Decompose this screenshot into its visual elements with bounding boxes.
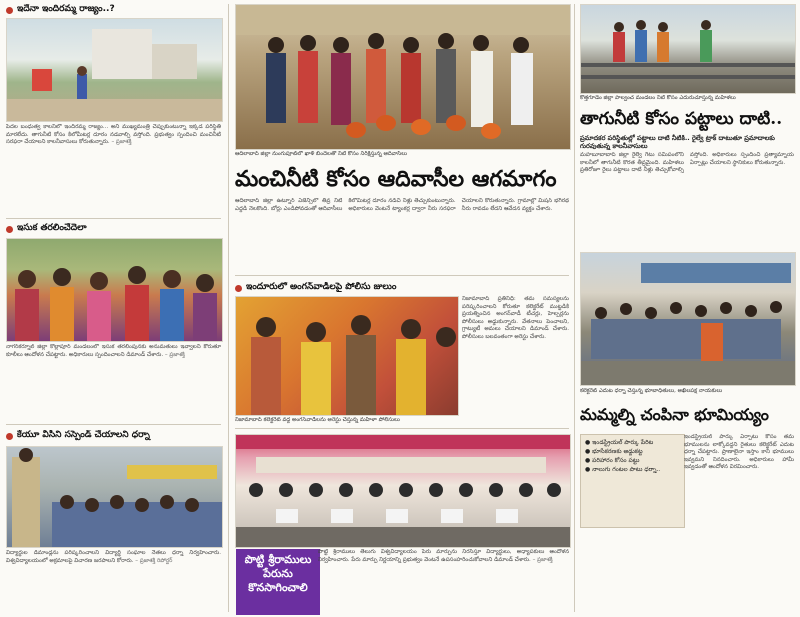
- divider: [235, 428, 569, 429]
- col4-body-2: ఇండస్ట్రియల్ పార్కు ఏర్పాటు కోసం తమ భూములను లాక్కోవద్దని రైతులు కలెక్టరేట్ ఎదుట ధర్నా చేపట్టారు. ప్రాణాలైనా ఇస్తాం కానీ భూములు ఇవ్వమని నినదించారు. అధికారులు హామీ ఇవ్వడంతో ఆందోళన విరమించారు.: [684, 434, 794, 470]
- story-kicker: కేయూ వీసీని సస్పెండ్ చేయాలని ధర్నా: [6, 430, 221, 442]
- railway-track-photo: [580, 4, 796, 94]
- story-body: విద్యార్థుల డిమాండ్లను పరిష్కరించాలని విద్యార్థి సంఘాల నేతలు ధర్నా నిర్వహించారు. విశ్వవిద్యాలయంలో అక్రమాలపై విచారణ జరపాలని కోరారు. – ప్రజాశక్తి రిపోర్టర్: [6, 550, 221, 564]
- track-crossing-illustration: [581, 5, 795, 93]
- column-divider: [228, 4, 229, 612]
- sitting-protest-illustration: [7, 447, 222, 547]
- lead-caption: ఆదిలాబాద్ జిల్లా నుంగుపూట్‌లో ఖాళీ బిందెలతో నీటి కోసం నిరీక్షిస్తున్న ఆదివాసీలు: [235, 151, 408, 157]
- story-kicker: ఇందూరులో అంగన్‌వాడీలపై పోలీసు జులుం: [235, 282, 569, 294]
- col4-headline: తాగునీటి కోసం పట్టాలు దాటి..: [580, 109, 783, 129]
- bullet-icon: [6, 433, 13, 440]
- column-1-story-3: [6, 430, 221, 442]
- story-2-header: [235, 282, 569, 294]
- bullet-icon: [235, 285, 242, 292]
- banner-protest-illustration: [236, 435, 570, 547]
- col4-caption: కొత్తగూడెం జిల్లా పాల్వంచ మండలం నీటి కోసం ఎదురుచూస్తున్న మహిళలు: [580, 95, 736, 101]
- story-kicker: ఇదేనా ఇందిరమ్మ రాజ్యం..?: [6, 4, 221, 16]
- col4-subhead: ప్రమాదకర పరిస్థితుల్లో పట్టాలు దాటి నీటికి.. రైల్వే ట్రాక్ దాటుతూ ప్రమాదాలకు గురవుతున్న కాలనీవాసులు: [580, 134, 775, 150]
- colony-photo: [6, 18, 223, 122]
- col4-caption-2: కలెక్టరేట్ ఎదుట ధర్నా చేస్తున్న భూబాధితులు, అఖిలపక్ష నాయకులు: [580, 388, 723, 394]
- sand-protest-photo: [6, 238, 223, 342]
- column-1: [6, 4, 221, 16]
- anganwadi-photo: [235, 296, 459, 416]
- collectorate-protest-photo: [580, 252, 796, 386]
- highlight-quote: పొట్టి శ్రీరాములు పేరును కొనసాగించాలి: [236, 549, 320, 615]
- col4-headline-2: మమ్మల్ని చంపినా భూమియ్యం: [580, 405, 769, 424]
- story-body: నాగర్‌కర్నూల్ జిల్లా కొల్లాపూర్ మండలంలో ఇసుక తరలింపునకు అనుమతులు ఇవ్వాలని కోరుతూ కూలీలు ఆందోళన చేపట్టారు. అధికారులు స్పందించాలని డిమాండ్ చేశారు. – ప్రజాశక్తి: [6, 344, 221, 358]
- divider: [6, 218, 221, 219]
- colony-illustration: [7, 19, 222, 121]
- column-divider: [574, 4, 575, 612]
- highlights-box: [580, 434, 685, 528]
- col4-body: మహబూబాబాద్ జిల్లా రైల్వే గేటు సమీపంలోని కాలనీలో తాగునీటి కొరత తీవ్రమైంది. మహిళలు ప్రతిరోజూ రైలు పట్టాలు దాటి నీళ్లు తెచ్చుకోవాల్సి వస్తోంది. అధికారులు స్పందించి ప్రత్యామ్నాయ ఏర్పాట్లు చేయాలని స్థానికులు కోరుతున్నారు.: [580, 152, 794, 173]
- lead-body: ఆదిలాబాద్ జిల్లా ఉట్నూర్ ఏజెన్సీలో తీవ్ర నీటి ఎద్దడి నెలకొంది. బోర్లు ఎండిపోవడంతో ఆదివాసీలు కిలోమీటర్ల దూరం నడిచి నీళ్లు తెచ్చుకుంటున్నారు. అధికారులు వెంటనే ట్యాంకర్ల ద్వారా నీరు సరఫరా చేయాలని కోరుతున్నారు. గ్రామాల్లో మిషన్ భగీరథ నీరు రావడం లేదని ఆవేదన వ్యక్తం చేశారు.: [235, 198, 569, 212]
- lead-headline: మంచినీటి కోసం ఆదివాసీల ఆగమాగం: [235, 166, 557, 192]
- protest-crowd-illustration: [7, 239, 222, 341]
- column-1-story-2: [6, 223, 221, 235]
- story-kicker: ఇసుక తరలించేదెలా: [6, 223, 221, 235]
- water-queue-illustration: [236, 5, 570, 149]
- bullet-icon: [6, 226, 13, 233]
- highlight-item: ● పరిహారం కోసం పట్టు: [585, 457, 640, 464]
- crowd-illustration: [581, 253, 795, 385]
- bullet-icon: [6, 7, 13, 14]
- highlight-item: ● ఇండస్ట్రియల్ పార్కు పేరిట: [585, 439, 654, 446]
- university-protest-photo: [235, 434, 571, 548]
- col4-body-2-cont: [580, 526, 677, 612]
- story-3-body: పొట్టి శ్రీరాములు తెలుగు విశ్వవిద్యాలయం పేరు మార్పును నిరసిస్తూ విద్యార్థులు, అధ్యాపకులు ఆందోళన నిర్వహించారు. పేరు మార్పు నిర్ణయాన్ని ప్రభుత్వం వెంటనే ఉపసంహరించుకోవాలని డిమాండ్ చేశారు. – ప్రజాశక్తి: [318, 549, 569, 563]
- university-dharna-photo: [6, 446, 223, 548]
- divider: [6, 424, 221, 425]
- divider: [235, 275, 569, 276]
- highlight-item: ● భూసేకరణకు అడ్డుకట్ట: [585, 448, 643, 455]
- story-body: పేదల బంధుత్వ కాలనీలో ఇందిరమ్మ రాజ్యం... అని ముఖ్యమంత్రి చెప్పుకుంటున్నా ఇక్కడ పరిస్థితి మారలేదు. తాగునీటి కోసం కిలోమీటర్ల దూరం నడవాల్సి వస్తోంది. ప్రభుత్వం స్పందించి మంచినీటి సరఫరా చేయాలని కాలనీవాసులు కోరుతున్నారు. – ప్రజాశక్తి: [6, 124, 221, 145]
- lead-photo: [235, 4, 571, 150]
- story-2-caption: నిజామాబాద్ కలెక్టరేట్ వద్ద అంగన్‌వాడీలను అరెస్టు చేస్తున్న మహిళా పోలీసులు: [235, 417, 400, 423]
- highlight-item: ● నాలుగు గంటల పాటు ధర్నా..: [585, 466, 661, 473]
- arrest-illustration: [236, 297, 458, 415]
- story-2-body: నిజామాబాద్ ప్రతినిధి: తమ సమస్యలను పరిష్కరించాలని కోరుతూ కలెక్టరేట్ ముట్టడికి ప్రయత్నించిన అంగన్‌వాడీ టీచర్లు, హెల్పర్లను పోలీసులు అడ్డుకున్నారు. వేతనాలు పెంచాలని, గ్రాట్యుటీ అమలు చేయాలని డిమాండ్ చేశారు. పోలీసులు బలవంతంగా అరెస్టు చేశారు.: [462, 296, 569, 340]
